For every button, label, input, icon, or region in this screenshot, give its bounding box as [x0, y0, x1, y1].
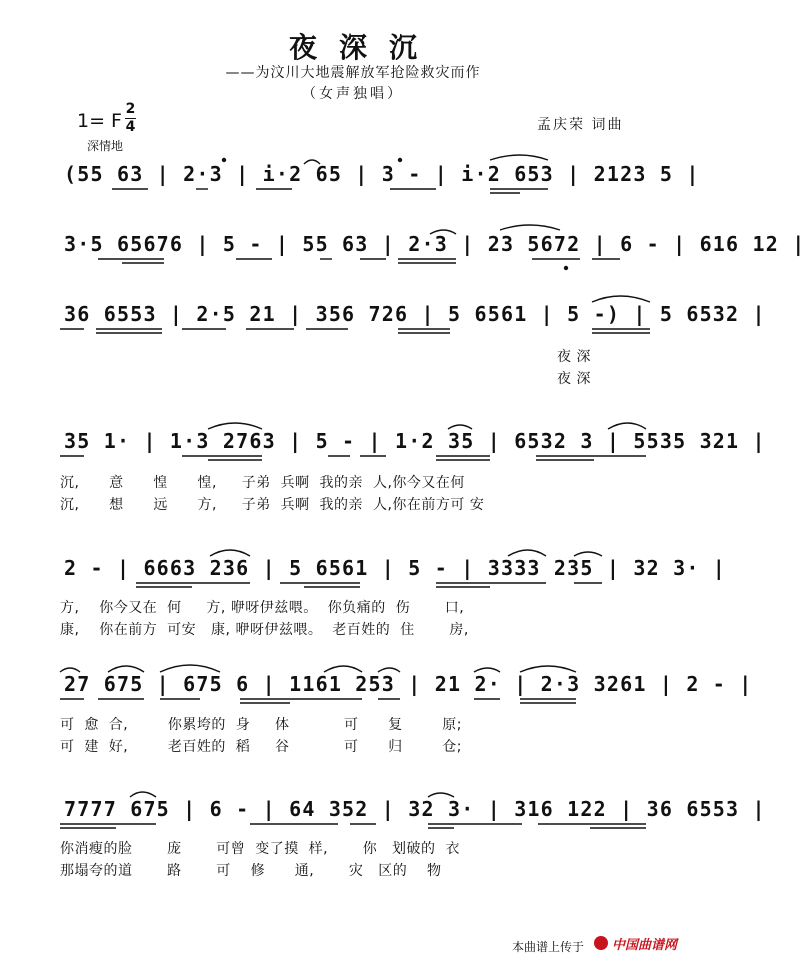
lyrics-verse-2: 沉, 想 远 方, 子弟 兵啊 我的亲 人,你在前方可 安: [60, 497, 485, 513]
notation-line: 2 - | 6663 236 | 5 6561 | 5 - | 3333 235 | 32 3· |: [64, 556, 727, 580]
notation-line: 35 1· | 1·3 2763 | 5 - | 1·2 35 | 6532 3 | 5535 321 |: [64, 429, 766, 453]
performer-note: （女声独唱）: [302, 86, 404, 102]
song-title: 夜深沉: [288, 31, 439, 64]
song-subtitle: ——为汶川大地震解放军抢险救灾而作: [225, 65, 481, 81]
notation-markings: [60, 298, 655, 338]
time-signature: [125, 101, 136, 136]
site-logo: 中国曲谱网: [612, 938, 678, 953]
score-system-7: [60, 793, 766, 833]
score-system-1: [60, 158, 700, 198]
lyrics-verse-2: 康, 你在前方 可安 康, 咿呀伊兹喂。 老百姓的 住 房,: [60, 622, 469, 638]
notation-markings: [60, 668, 655, 708]
notation-markings: [60, 552, 655, 592]
lyrics-verse-1: 沉, 意 惶 惶, 子弟 兵啊 我的亲 人,你今又在何: [60, 475, 465, 491]
score-system-4: [60, 425, 766, 465]
score-system-6: [60, 668, 753, 708]
notation-markings: [60, 228, 655, 268]
notation-line: 7777 675 | 6 - | 64 352 | 32 3· | 316 122 | 36 6553 |: [64, 797, 766, 821]
key-signature: 1= F: [77, 110, 122, 132]
notation-line: 3·5 65676 | 5 - | 55 63 | 2·3 | 23 5672 | 6 - | 616 12 |: [64, 232, 806, 256]
upload-credit: 本曲谱上传于: [512, 940, 585, 954]
lyrics-verse-1: 夜 深: [557, 349, 591, 365]
score-system-2: [60, 228, 806, 268]
notation-line: 36 6553 | 2·5 21 | 356 726 | 5 6561 | 5 -) | 5 6532 |: [64, 302, 766, 326]
author-credit: 孟庆荣 词曲: [537, 117, 624, 133]
time-signature-bottom: 4: [125, 119, 136, 135]
lyrics-verse-1: 你消瘦的脸 庞 可曾 变了摸 样, 你 划破的 衣: [60, 841, 460, 857]
score-system-3: [60, 298, 766, 338]
lyrics-verse-1: 可 愈 合, 你累垮的 身 体 可 复 原;: [60, 717, 462, 733]
site-logo-icon: [594, 936, 608, 950]
lyrics-verse-1: 方, 你今又在 何 方, 咿呀伊兹喂。 你负痛的 伤 口,: [60, 600, 465, 616]
notation-line: (55 63 | 2·3 | i·2 65 | 3 - | i·2 653 | 2123 5 |: [64, 162, 700, 186]
notation-line: 27 675 | 675 6 | 1161 253 | 21 2· | 2·3 3261 | 2 - |: [64, 672, 753, 696]
notation-markings: [60, 425, 655, 465]
lyrics-verse-2: 那塌夸的道 路 可 修 通, 灾 区的 物: [60, 863, 442, 879]
time-signature-top: 2: [125, 101, 136, 117]
tempo-marking: 深情地: [87, 139, 124, 153]
score-system-5: [60, 552, 727, 592]
lyrics-verse-2: 可 建 好, 老百姓的 稻 谷 可 归 仓;: [60, 739, 462, 755]
notation-markings: [60, 793, 655, 833]
notation-markings: [60, 158, 655, 198]
lyrics-verse-2: 夜 深: [557, 371, 591, 387]
